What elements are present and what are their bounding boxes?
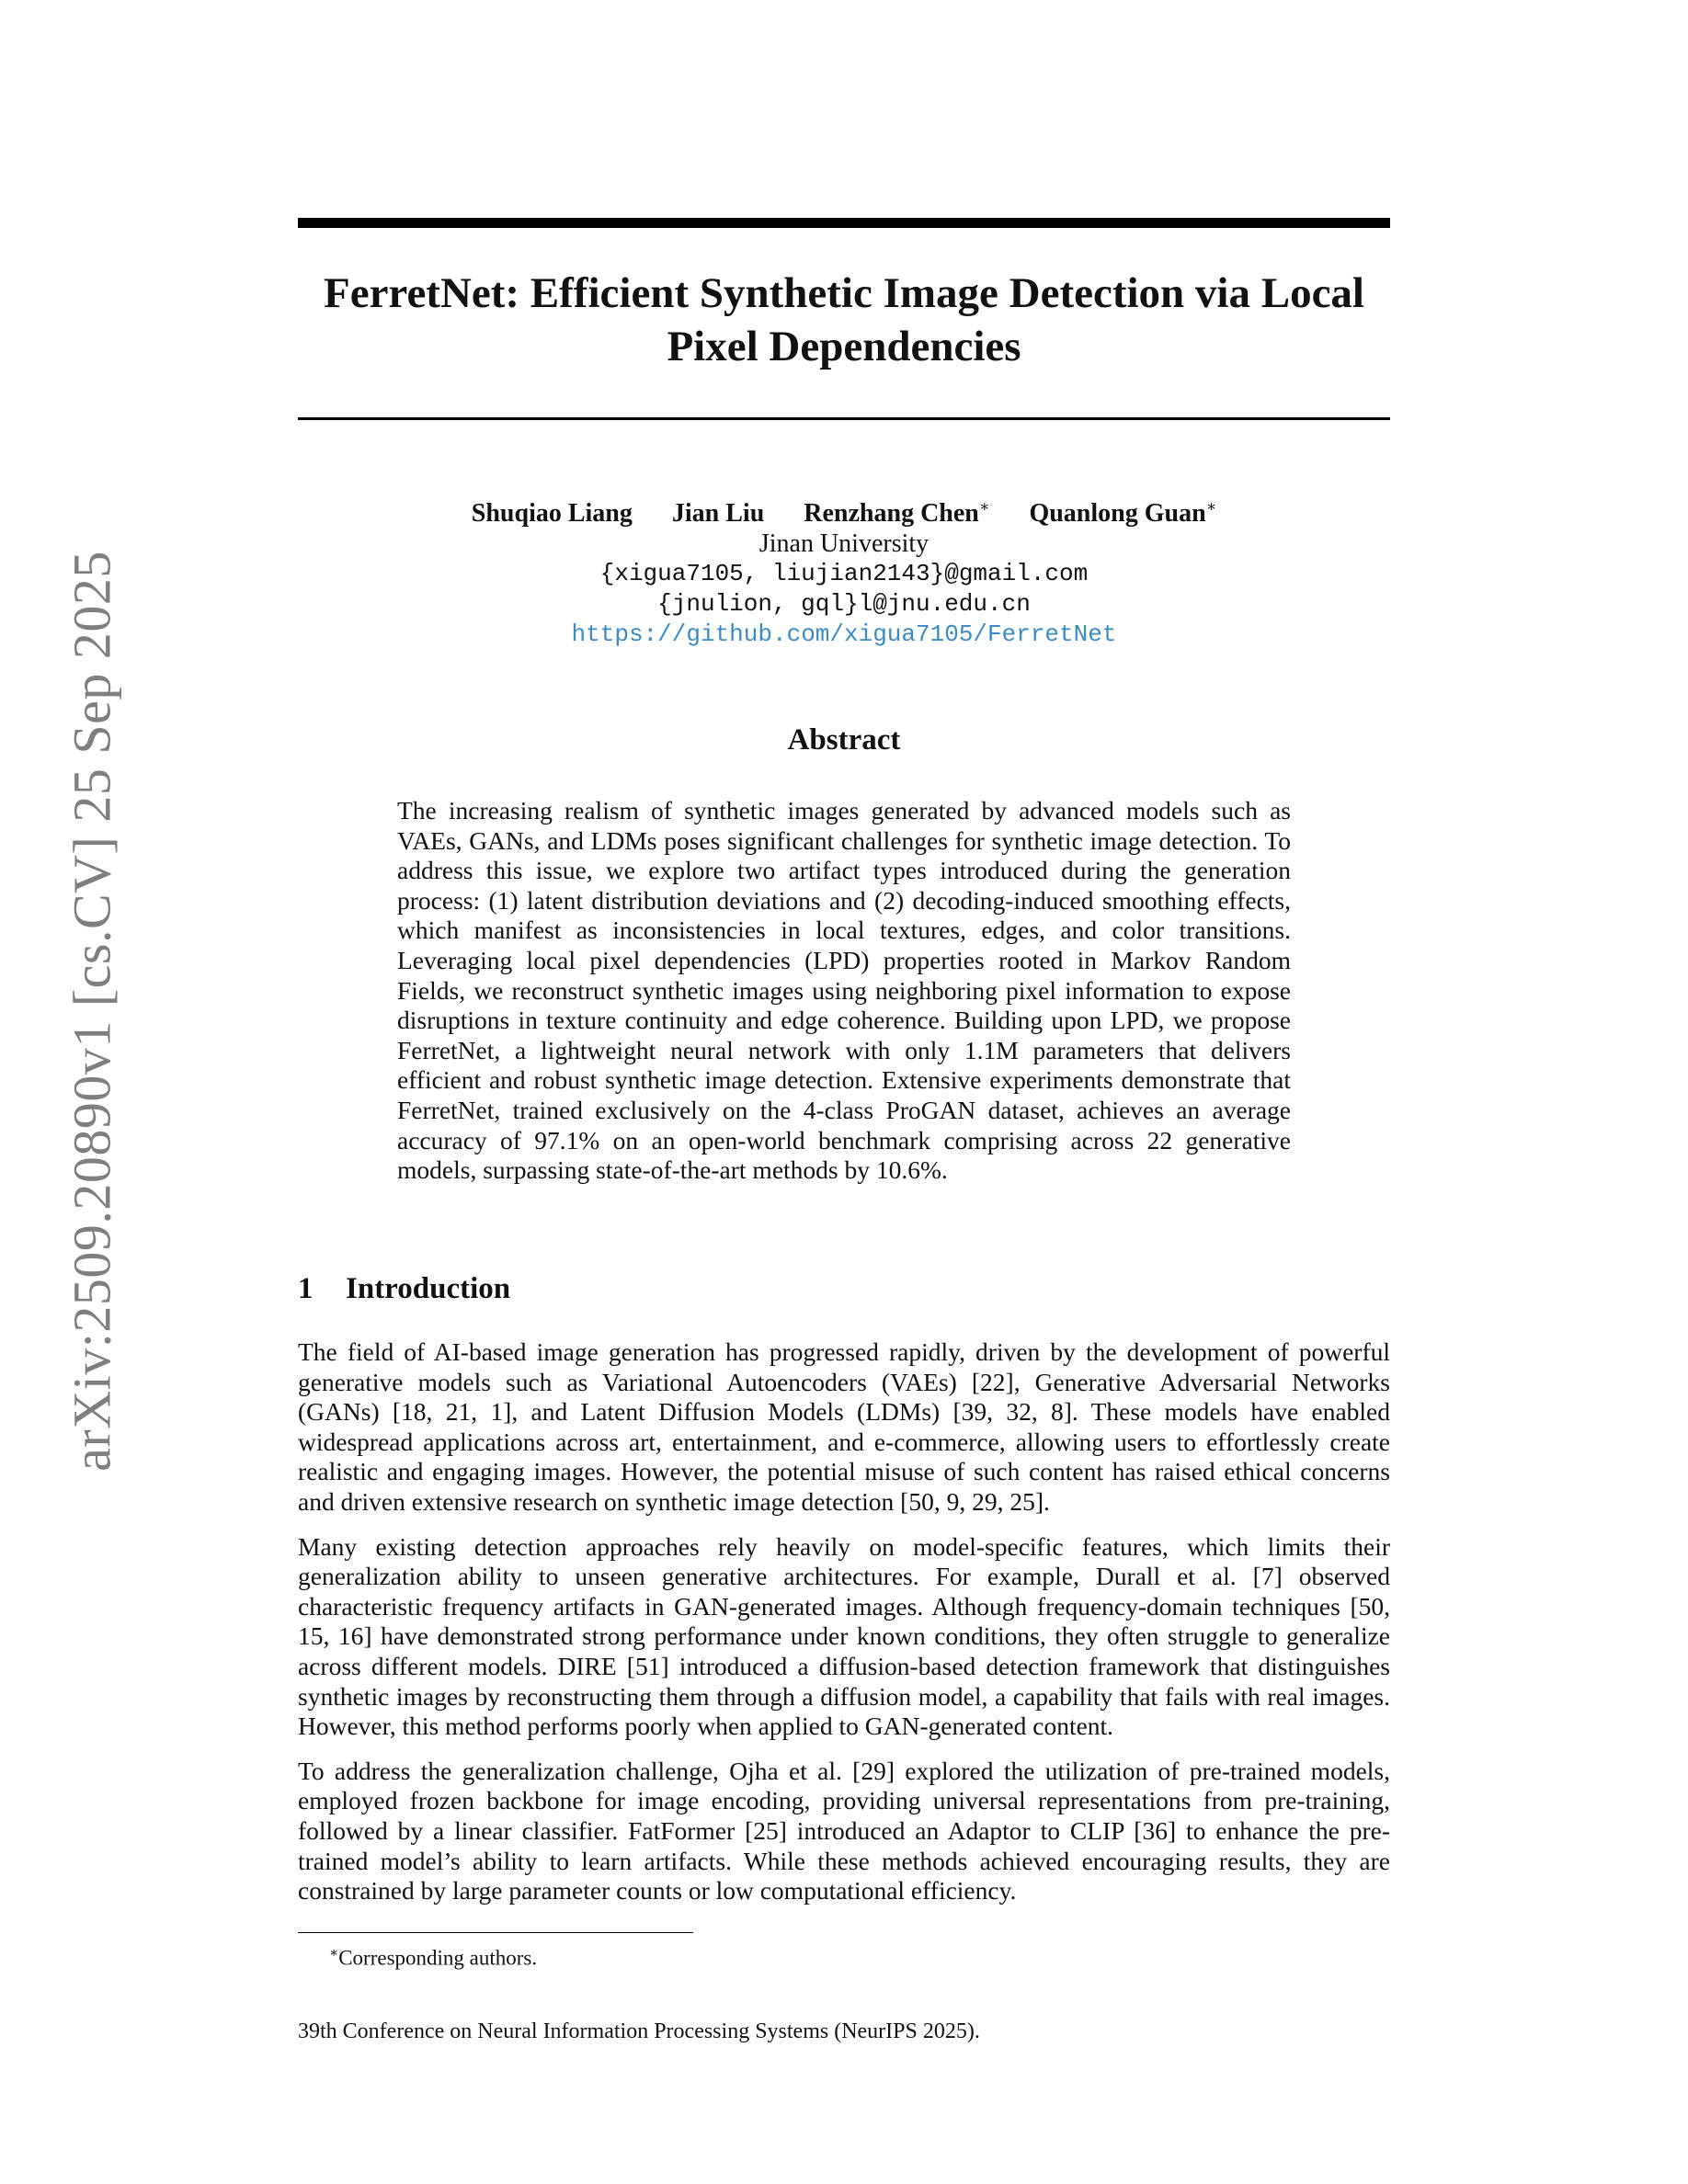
arxiv-stamp: arXiv:2509.20890v1 [cs.CV] 25 Sep 2025 (62, 551, 122, 1472)
abstract-heading: Abstract (787, 723, 901, 756)
author-list (298, 492, 1390, 529)
section-heading (298, 1270, 510, 1307)
paragraph: Many existing detection approaches rely heavily on model-specific features, which limits their generalization ability to unseen generative architectures. For example, Durall et al. [7] observed characteristic frequency artifacts in GAN-generated images. Although frequency-domain techniques [50, 15, 16] have demonstrated strong performance under known conditions, they often struggle to generalize across different models. DIRE [51] introduced a diffusion-based detection framework that distinguishes synthetic images by reconstructing them through a diffusion model, a capability that fails with real images. However, this method performs poorly when applied to GAN-generated content. (298, 1531, 1390, 1741)
title-rule-top (298, 218, 1390, 228)
title-rule-bottom (298, 417, 1390, 420)
author: Quanlong Guan∗ (1029, 498, 1217, 529)
paper-title: FerretNet: Efficient Synthetic Image Detection via Local Pixel Dependencies (324, 269, 1364, 370)
author: Renzhang Chen∗ (804, 498, 990, 529)
section-title: Introduction (346, 1272, 511, 1305)
paragraph: The field of AI-based image generation has progressed rapidly, driven by the development of powerful generative models such as Variational Autoencoders (VAEs) [22], Generative Adversarial Networks (GANs) [18, 21, 1], and Latent Diffusion Models (LDMs) [39, 32, 8]. These models have enabled widespread applications across art, entertainment, and e-commerce, allowing users to effortlessly create realistic and engaging images. However, the potential misuse of such content has raised ethical concerns and driven extensive research on synthetic image detection [50, 9, 29, 25]. (298, 1337, 1390, 1516)
email-line: {xigua7105, liujian2143}@gmail.com (599, 560, 1089, 588)
footnote (329, 1939, 537, 1973)
footnote-text: Corresponding authors. (338, 1946, 538, 1970)
paragraph: To address the generalization challenge, Ojha et al. [29] explored the utilization of pre-trained models, employed frozen backbone for image encoding, providing universal representations from pre-training, followed by a linear classifier. FatFormer [25] introduced an Adaptor to CLIP [36] to enhance the pre-trained model’s ability to learn artifacts. While these methods achieved encouraging results, they are constrained by large parameter counts or low computational efficiency. (298, 1756, 1390, 1905)
venue-line: 39th Conference on Neural Information Processing Systems (NeurIPS 2025). (298, 2019, 980, 2043)
email-line: {jnulion, gql}l@jnu.edu.cn (657, 590, 1031, 619)
footnote-mark: ∗ (329, 1946, 339, 1961)
author: Jian Liu (671, 499, 765, 529)
abstract-text: The increasing realism of synthetic images generated by advanced models such as VAEs, GANs, and LDMs poses significant challenges for synthetic image detection. To address this issue, we explore two artifact types introduced during the generation process: (1) latent distribution deviations and (2) decoding-induced smoothing effects, which manifest as inconsistencies in local textures, edges, and color transitions. Leveraging local pixel dependencies (LPD) properties rooted in Markov Random Fields, we reconstruct synthetic images using neighboring pixel information to expose disruptions in texture continuity and edge coherence. Building upon LPD, we propose FerretNet, a lightweight neural network with only 1.1M parameters that delivers efficient and robust synthetic image detection. Extensive experiments demonstrate that FerretNet, trained exclusively on the 4-class ProGAN dataset, achieves an average accuracy of 97.1% on an open-world benchmark comprising across 22 generative models, surpassing state-of-the-art methods by 10.6%. (397, 796, 1291, 1185)
author-block (298, 492, 1390, 650)
repo-link[interactable]: https://github.com/xigua7105/FerretNet (571, 620, 1117, 649)
footnote-rule (298, 1932, 693, 1933)
section-body (298, 1337, 1390, 1921)
author: Shuqiao Liang (471, 499, 633, 529)
section-number: 1 (298, 1272, 314, 1305)
affiliation: Jinan University (758, 529, 930, 559)
